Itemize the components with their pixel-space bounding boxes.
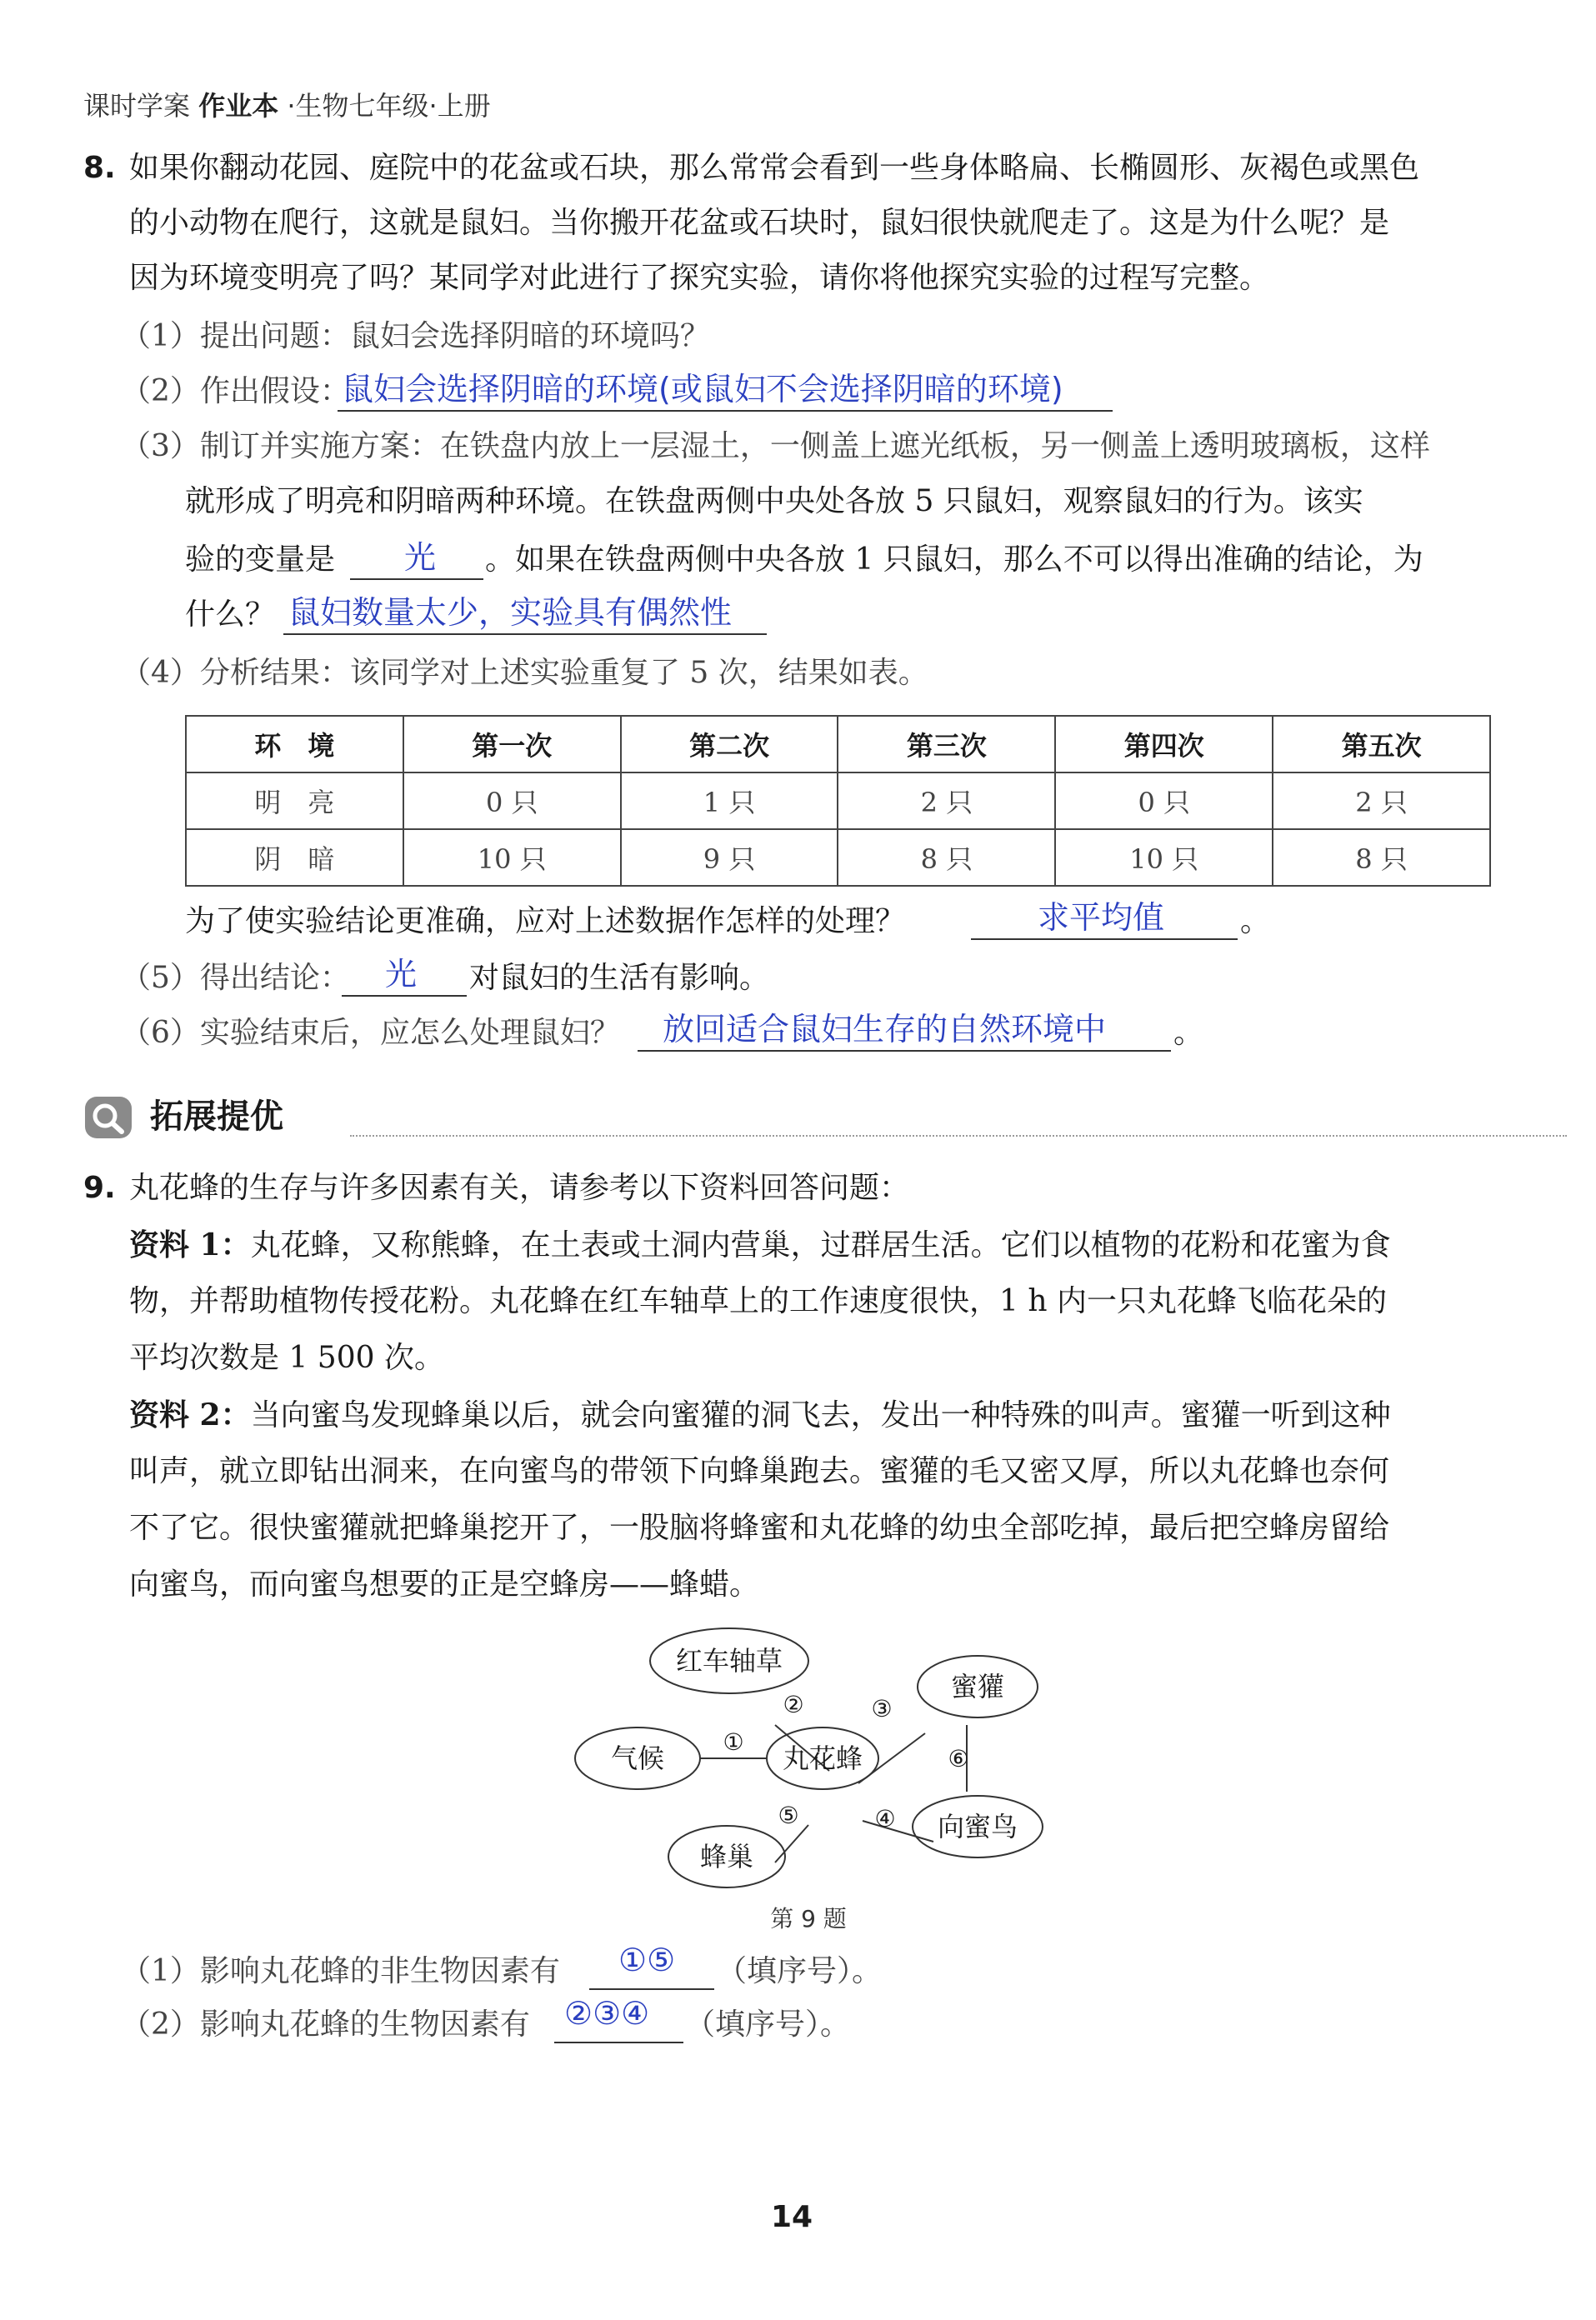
header-series: 课时学案 [83,90,191,122]
q8-step5-rest: 对鼠妇的生活有影响。 [469,961,770,995]
q8-step4-blank [971,938,1238,940]
q8-number: 8. [83,151,116,185]
header-book: 作业本 [198,90,279,122]
table-cell: 1 只 [621,772,838,829]
q8-step6-label: （6）实验结束后，应怎么处理鼠妇？ [121,1016,620,1050]
magnifier-icon [83,1095,133,1140]
q9-part1-answer: ①⑤ [618,1942,676,1978]
q8-step6-end: 。 [1173,1016,1204,1050]
q8-step4: （4）分析结果：该同学对上述实验重复了 5 次，结果如表。 [121,656,928,690]
table-header: 第四次 [1055,716,1273,772]
table-cell: 0 只 [403,772,621,829]
table-header: 环 境 [186,716,403,772]
table-cell: 10 只 [403,829,621,886]
table-cell: 8 只 [1273,829,1490,886]
table-cell: 9 只 [621,829,838,886]
q8-why-answer: 鼠妇数量太少，实验具有偶然性 [288,594,733,631]
table-cell: 2 只 [838,772,1055,829]
figure-caption: 第 9 题 [770,1905,847,1932]
q8-step4-question: 为了使实验结论更准确，应对上述数据作怎样的处理？ [185,904,906,938]
q8-step2-answer: 鼠妇会选择阴暗的环境(或鼠妇不会选择阴暗的环境) [342,371,1063,408]
q8-variable-answer: 光 [404,539,437,576]
table-cell: 明 亮 [186,772,403,829]
q8-stem-line-2: 的小动物在爬行，这就是鼠妇。当你搬开花盆或石块时，鼠妇很快就爬走了。这是为什么呢？是 [129,206,1390,240]
material2-line-2: 叫声，就立即钻出洞来，在向蜜鸟的带领下向蜂巢跑去。蜜獾的毛又密又厚，所以丸花蜂也奈何 [129,1454,1390,1488]
q8-step1: （1）提出问题：鼠妇会选择阴暗的环境吗？ [121,319,710,353]
page-number: 14 [771,2200,813,2234]
table-header: 第一次 [403,716,621,772]
q8-stem-line-1: 如果你翻动花园、庭院中的花盆或石块，那么常常会看到一些身体略扁、长椭圆形、灰褐色或黑色 [129,151,1420,185]
table-cell: 2 只 [1273,772,1490,829]
table-cell: 0 只 [1055,772,1273,829]
q9-part1-blank [589,1988,714,1990]
q8-step3-line-1: （3）制订并实施方案：在铁盘内放上一层湿土，一侧盖上遮光纸板，另一侧盖上透明玻璃板，这样 [121,429,1430,463]
table-header: 第二次 [621,716,838,772]
q9-part2-hint: （填序号）。 [685,2008,851,2042]
table-cell: 8 只 [838,829,1055,886]
link-bird [863,1821,933,1842]
relationship-diagram [567,1625,1067,1942]
q8-step5-blank [342,995,467,997]
q9-number: 9. [83,1171,116,1205]
q9-part2-answer: ②③④ [564,1995,650,2032]
material1-line-1: 丸花蜂，又称熊蜂，在土表或土洞内营巢，过群居生活。它们以植物的花粉和花蜜为食 [250,1228,1391,1262]
q8-step3-line-2: 就形成了明亮和阴暗两种环境。在铁盘两侧中央处各放 5 只鼠妇，观察鼠妇的行为。该实 [185,484,1363,518]
results-table [185,715,1491,887]
table-header: 第五次 [1273,716,1490,772]
q9-part2-label: （2）影响丸花蜂的生物因素有 [121,2008,530,2042]
node-center: 丸花蜂 [782,1742,863,1774]
q8-step6-blank [638,1050,1171,1052]
q9-stem: 丸花蜂的生存与许多因素有关，请参考以下资料回答问题： [129,1171,910,1205]
q8-step2-label: （2）作出假设： [121,374,350,408]
table-row [186,829,1490,886]
node-clover: 红车轴草 [675,1645,783,1677]
node-climate: 气候 [610,1742,665,1774]
label-1: ① [723,1728,744,1756]
material2-line-4: 向蜜鸟，而向蜜鸟想要的正是空蜂房——蜂蜡。 [129,1568,760,1602]
q8-step3-line-4a: 什么？ [185,598,276,632]
material1-line-3: 平均次数是 1 500 次。 [129,1341,444,1375]
material1-label: 资料 1： [129,1228,251,1262]
q8-step3-line-3a: 验的变量是 [185,542,336,577]
q9-part2-blank [554,2042,683,2043]
node-bird: 向蜜鸟 [937,1811,1018,1842]
page-header [83,85,491,123]
q8-step5-label: （5）得出结论： [121,961,350,995]
table-row [186,772,1490,829]
label-2: ② [783,1691,804,1718]
section-header [83,1092,1500,1142]
q8-step4-end: 。 [1240,904,1271,938]
node-nest: 蜂巢 [699,1841,754,1872]
label-4: ④ [874,1805,896,1832]
label-6: ⑥ [948,1745,969,1772]
section-divider [350,1135,1567,1137]
material1-line-2: 物，并帮助植物传授花粉。丸花蜂在红车轴草上的工作速度很快，1 h 内一只丸花蜂飞临花朵的 [129,1284,1387,1318]
q8-step4-answer: 求平均值 [1038,899,1165,936]
q8-step6-answer: 放回适合鼠妇生存的自然环境中 [663,1011,1107,1048]
table-header: 第三次 [838,716,1055,772]
node-badger: 蜜獾 [950,1671,1005,1702]
table-cell: 阴 暗 [186,829,403,886]
q9-part1-label: （1）影响丸花蜂的非生物因素有 [121,1954,560,1988]
material2-line-1: 当向蜜鸟发现蜂巢以后，就会向蜜獾的洞飞去，发出一种特殊的叫声。蜜獾一听到这种 [250,1398,1391,1432]
table-header-row [186,716,1490,772]
q8-step3-line-3b: 。如果在铁盘两侧中央各放 1 只鼠妇，那么不可以得出准确的结论，为 [485,542,1423,577]
label-3: ③ [871,1695,893,1722]
q9-part1-hint: （填序号）。 [717,1954,883,1988]
header-rest: ·生物七年级·上册 [287,90,491,122]
label-5: ⑤ [778,1802,799,1829]
table-cell: 10 只 [1055,829,1273,886]
q8-why-blank [283,633,767,635]
q8-step5-answer: 光 [385,956,418,992]
q8-stem-line-3: 因为环境变明亮了吗？某同学对此进行了探究实验，请你将他探究实验的过程写完整。 [129,261,1270,295]
q8-variable-blank [350,578,483,580]
material2-label: 资料 2： [129,1398,251,1432]
material2-line-3: 不了它。很快蜜獾就把蜂巢挖开了，一股脑将蜂蜜和丸花蜂的幼虫全部吃掉，最后把空蜂房留给 [129,1511,1390,1545]
section-title: 拓展提优 [150,1098,283,1136]
q8-step2-blank [338,410,1113,412]
